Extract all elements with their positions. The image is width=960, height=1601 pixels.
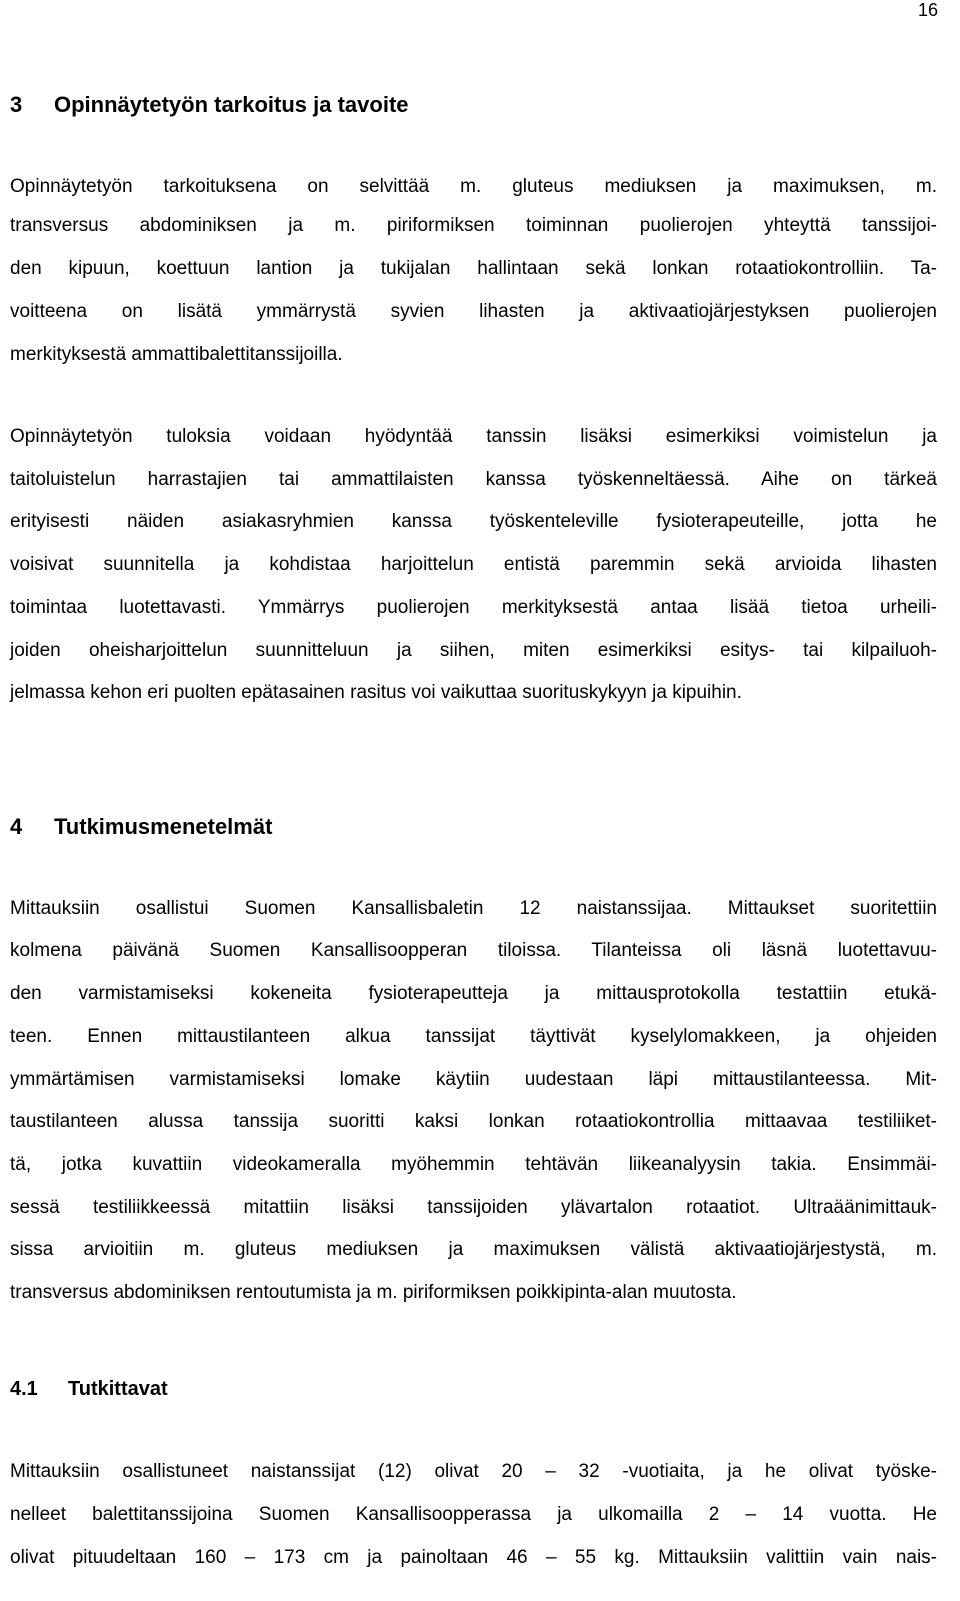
paragraph-line: den varmistamiseksi kokeneita fysioterapeutteja ja mittausprotokolla testattiin etukä- [10,983,937,1004]
paragraph-line: joiden oheisharjoittelun suunnitteluun ja siihen, miten esimerkiksi esitys- tai kilpailuoh- [10,640,937,661]
paragraph-line: merkityksestä ammattibalettitanssijoilla. [10,344,343,365]
paragraph-line: teen. Ennen mittaustilanteen alkua tanssijat täyttivät kyselylomakkeen, ja ohjeiden [10,1026,937,1047]
section-4-number: 4 [10,814,23,839]
section-4-1-title: Tutkittavat [68,1378,168,1400]
paragraph-line: voisivat suunnitella ja kohdistaa harjoittelun entistä paremmin sekä arvioida lihasten [10,554,937,575]
paragraph-line: tä, jotka kuvattiin videokameralla myöhemmin tehtävän liikeanalyysin takia. Ensimmäi- [10,1154,937,1175]
section-4-1-number: 4.1 [10,1378,38,1400]
paragraph-line: nelleet balettitanssijoina Suomen Kansallisoopperassa ja ulkomailla 2 – 14 vuotta. He [10,1504,937,1525]
section-4-heading [10,814,272,840]
paragraph-line: Mittauksiin osallistui Suomen Kansallisbaletin 12 naistanssijaa. Mittaukset suoritettiin [10,898,937,919]
paragraph-line: jelmassa kehon eri puolten epätasainen rasitus voi vaikuttaa suorituskykyyn ja kipuihin. [10,682,742,703]
paragraph-line: transversus abdominiksen rentoutumista ja m. piriformiksen poikkipinta-alan muutosta. [10,1282,737,1303]
paragraph-line: voitteena on lisätä ymmärrystä syvien lihasten ja aktivaatiojärjestyksen puolierojen [10,301,937,322]
section-4-title: Tutkimusmenetelmät [54,814,273,839]
paragraph-line: ymmärtämisen varmistamiseksi lomake käytiin uudestaan läpi mittaustilanteessa. Mit- [10,1069,937,1090]
paragraph-line: den kipuun, koettuun lantion ja tukijalan hallintaan sekä lonkan rotaatiokontrolliin. Ta- [10,258,937,279]
page-number: 16 [917,0,938,20]
paragraph-line: erityisesti näiden asiakasryhmien kanssa työskenteleville fysioterapeuteille, jotta he [10,511,937,532]
paragraph-line: sissa arvioitiin m. gluteus mediuksen ja maximuksen välistä aktivaatiojärjestystä, m. [10,1239,937,1260]
section-3-number: 3 [10,92,23,117]
paragraph-line: kolmena päivänä Suomen Kansallisoopperan tiloissa. Tilanteissa oli läsnä luotettavuu- [10,940,937,961]
paragraph-line: taitoluistelun harrastajien tai ammattilaisten kanssa työskenneltäessä. Aihe on tärkeä [10,469,937,490]
paragraph-line: Opinnäytetyön tuloksia voidaan hyödyntää tanssin lisäksi esimerkiksi voimistelun ja [10,426,937,447]
section-3-heading [10,92,409,118]
paragraph-line: olivat pituudeltaan 160 – 173 cm ja painoltaan 46 – 55 kg. Mittauksiin valittiin vain nais- [10,1547,937,1568]
paragraph-line: Mittauksiin osallistuneet naistanssijat (12) olivat 20 – 32 -vuotiaita, ja he olivat työske- [10,1461,937,1482]
section-4-1-heading [10,1377,168,1401]
paragraph-line: toimintaa luotettavasti. Ymmärrys puolierojen merkityksestä antaa lisää tietoa urheili- [10,597,937,618]
paragraph-line: Opinnäytetyön tarkoituksena on selvittää m. gluteus mediuksen ja maximuksen, m. [10,176,937,197]
section-3-title: Opinnäytetyön tarkoitus ja tavoite [54,92,409,117]
paragraph-line: taustilanteen alussa tanssija suoritti kaksi lonkan rotaatiokontrollia mittaavaa testiliiket- [10,1111,937,1132]
paragraph-line: sessä testiliikkeessä mitattiin lisäksi tanssijoiden ylävartalon rotaatiot. Ultraäänimittauk- [10,1197,937,1218]
paragraph-line: transversus abdominiksen ja m. piriformiksen toiminnan puolierojen yhteyttä tanssijoi- [10,215,937,236]
